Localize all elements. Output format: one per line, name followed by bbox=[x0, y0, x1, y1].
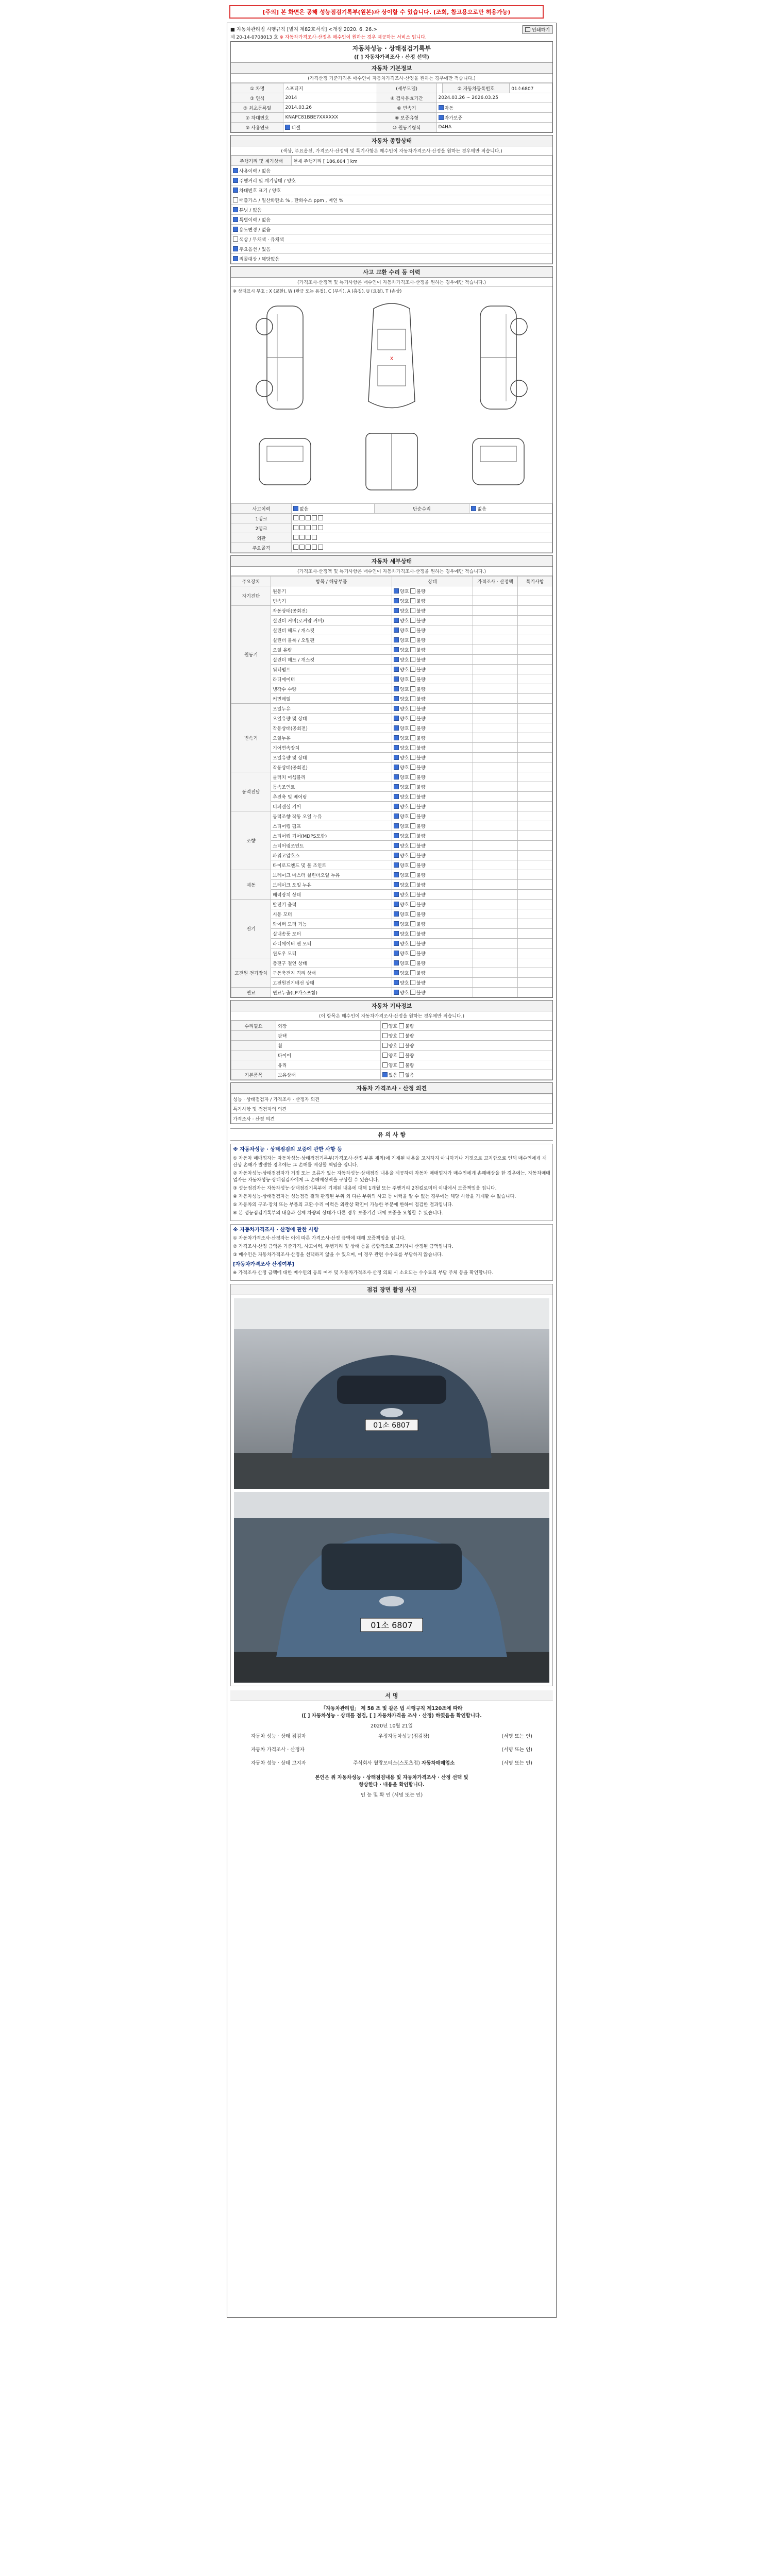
car-side-right-icon bbox=[460, 298, 537, 417]
notice-text: ※ 자동차가격조사·산정은 매수인이 원하는 경우 제공하는 서비스 입니다. bbox=[279, 35, 427, 40]
general-table bbox=[231, 156, 552, 264]
table-row: 주행거리 및 계기상태 / 양호 bbox=[231, 176, 552, 185]
pricing-title: 자동차 기타정보 bbox=[231, 1001, 552, 1011]
table-row: ⑦ 차대번호 KNAPC81BBE7XXXXXX ⑧ 보증유형 자가보증 bbox=[231, 113, 552, 123]
car-side-left-icon bbox=[246, 298, 324, 417]
table-row: 오일유량 및 상태 양호 불량 bbox=[231, 714, 552, 723]
table-row: 고전원 전기장치 충전구 절연 상태 양호 불량 bbox=[231, 958, 552, 968]
table-row: 전기 발전기 출력 양호 불량 bbox=[231, 900, 552, 909]
table-row: 디퍼렌셜 기어 양호 불량 bbox=[231, 802, 552, 811]
front-photo bbox=[234, 1298, 549, 1489]
table-row: 변속기 오일누유 양호 불량 bbox=[231, 704, 552, 714]
table-row: 오일 유량 양호 불량 bbox=[231, 645, 552, 655]
inspection-document bbox=[227, 23, 557, 2318]
table-row: 동력전달 클러치 어셈블리 양호 불량 bbox=[231, 772, 552, 782]
table-row: 배출가스 / 일산화탄소 % , 탄화수소 ppm , 매연 % bbox=[231, 195, 552, 205]
table-row: 사고이력 없음 단순수리 없음 bbox=[231, 504, 552, 514]
buyer-sign: 인 능 및 확 인 (서명 또는 인) bbox=[360, 1792, 423, 1799]
notice-number: 제 20-14-0708013 호 bbox=[230, 35, 278, 40]
table-row: 주요골격 bbox=[231, 543, 552, 553]
table-row: 1랭크 bbox=[231, 514, 552, 523]
table-row: 자기진단 원동기 양호 불량 bbox=[231, 586, 552, 596]
accident-sub: (가격조사·산정액 및 특기사항은 매수인이 자동차가격조사·산정을 원하는 경우에만 적습니다.) bbox=[231, 278, 552, 287]
general-sub: (색상, 주요옵션, 가격조사·산정액 및 특기사항은 매수인이 자동차가격조사·산정을 원하는 경우에만 적습니다.) bbox=[231, 146, 552, 156]
warning-banner: [주의] 본 화면은 공해 성능점검기록부(원본)과 상이할 수 있습니다. (조회, 참고용으로만 허용가능) bbox=[229, 5, 544, 19]
sign-date: 2020년 10월 21일 bbox=[371, 1723, 413, 1730]
table-row: 실내송풍 모터 양호 불량 bbox=[231, 929, 552, 939]
opinion-title: 자동차 가격조사 · 산정 의견 bbox=[231, 1083, 552, 1094]
table-row: 라디에이터 양호 불량 bbox=[231, 674, 552, 684]
detail-table bbox=[231, 576, 552, 997]
table-row: 조향 동력조향 작동 오일 누유 양호 불량 bbox=[231, 811, 552, 821]
car-front-photo-icon bbox=[234, 1298, 549, 1489]
table-row: 윈도우 모터 양호 불량 bbox=[231, 948, 552, 958]
basic-table bbox=[231, 83, 552, 132]
notice-warranty: ※ 자동차성능 · 상태점검의 보증에 관한 사항 등 ① 자동차 매매업자는 자동차성능·상태점검기록부(가격조사·산정 부분 제외)에 기재된 내용을 고지하지 아니하거나 거짓으로 고지함으로 인해 매수인에게 재산상 손해가 발생한 경우에는 그 손해를 배상할 책임을 집니다. ② 자동차성능·상태점검자가 거짓 또는 오류가 있는 자동차성능·상태점검 내용을 제공하여 자동차 매매업자가 매수인에게 손해배상을 한 경우에는, 자동차매매업자는 자동차성능·상태점검자에게 그 손해배상액을 구상할 수 있습니다. ③ 성능점검자는 자동차성능·상태점검기록부에 기재된 내용에 대해 1개월 또는 주행거리 2천킬로미터 이내에서 보증책임을 집니다. ④ 자동차성능·상태점검자는 성능점검 결과 판정된 부위 외 다른 부위의 사고 등 이력을 알 수 없는 경우에는 해당 사항을 기재할 수 없습니다. ⑤ 자동차의 구조·장치 또는 부품의 교환·수리 이력은 외관상 확인이 가능한 부분에 한하여 점검한 결과입니다. ⑥ 본 성능점검기록부의 내용과 실제 차량의 상태가 다른 경우 보증기간 내에 보증을 요청할 수 있습니다. bbox=[230, 1144, 553, 1221]
car-diagram bbox=[231, 295, 552, 420]
table-row: ① 차명 스포티지 (세부모델) ② 자동차등록번호 01소6807 bbox=[231, 83, 552, 93]
table-row: 사용이력 / 없음 bbox=[231, 166, 552, 176]
table-row: 실린더 헤드 / 개스킷 양호 불량 bbox=[231, 625, 552, 635]
document-subtitle: ([ ] 자동차가격조사 · 산정 선택) bbox=[354, 55, 429, 60]
table-row: 추진축 및 베어링 양호 불량 bbox=[231, 792, 552, 802]
table-row: 타이어 양호 불량 bbox=[231, 1050, 552, 1060]
accident-table bbox=[231, 503, 552, 553]
table-row: ③ 연식 2014 ④ 검사유효기간 2024.03.26 ~ 2026.03.25 bbox=[231, 93, 552, 103]
pricing-table bbox=[231, 1021, 552, 1080]
basic-info-section bbox=[230, 41, 553, 133]
basic-sub: (가격산정 기준가격은 매수인이 자동차가격조사·산정을 원하는 경우에만 적습니다.) bbox=[231, 74, 552, 83]
document-title: 자동차성능 · 상태점검기록부 bbox=[352, 45, 431, 52]
table-row: 오일유량 및 상태 양호 불량 bbox=[231, 753, 552, 762]
table-row: 튜닝 / 없음 bbox=[231, 205, 552, 215]
table-row: 스티어링 펌프 양호 불량 bbox=[231, 821, 552, 831]
table-row: 광택 양호 불량 bbox=[231, 1031, 552, 1041]
table-row: 특별이력 / 없음 bbox=[231, 215, 552, 225]
table-row: 오일누유 양호 불량 bbox=[231, 733, 552, 743]
table-row: 성능 · 상태점검자 / 가격조사 · 산정자 의견 bbox=[231, 1094, 552, 1104]
table-row: 실린더 커버(로커암 커버) 양호 불량 bbox=[231, 616, 552, 625]
table-row: 커먼레일 양호 불량 bbox=[231, 694, 552, 704]
svg-text:01소 6807: 01소 6807 bbox=[371, 1620, 413, 1631]
detail-section bbox=[230, 555, 553, 998]
table-row: 차대번호 표기 / 양호 bbox=[231, 185, 552, 195]
table-row: 리콜대상 / 해당없음 bbox=[231, 254, 552, 264]
car-diagram-bottom bbox=[231, 420, 552, 503]
table-row: 시동 모터 양호 불량 bbox=[231, 909, 552, 919]
opinion-section bbox=[230, 1082, 553, 1124]
table-row: ⑤ 최초등록일 2014.03.26 ⑥ 변속기 자동 bbox=[231, 103, 552, 113]
table-row: 실린더 블록 / 오일팬 양호 불량 bbox=[231, 635, 552, 645]
notice-pricing: ※ 자동차가격조사 · 산정에 관한 사항 ① 자동차가격조사·산정자는 이에 따른 가격조사·산정 금액에 대해 보증책임을 집니다. ② 가격조사·산정 금액은 기준가격, 사고이력, 주행거리 및 상태 등을 종합적으로 고려하여 산정된 금액입니다. ③ 매수인은 자동차가격조사·산정을 선택하지 않을 수 있으며, 이 경우 관련 수수료를 부담하지 않습니다. [자동차가격조사 산정여부] ※ 가격조사·산정 금액에 대한 매수인의 동의 여부 및 자동차가격조사·산정 의뢰 시 소요되는 수수료의 부담 주체 등을 확인합니다. bbox=[230, 1224, 553, 1281]
law-reference: ■ 자동차관리법 시행규칙 [별지 제82호서식] <개정 2020. 6. 26.> bbox=[230, 27, 378, 32]
pricing-section bbox=[230, 1000, 553, 1080]
rear-photo bbox=[234, 1492, 549, 1683]
detail-title: 자동차 세부상태 bbox=[231, 556, 552, 567]
car-front-icon bbox=[246, 423, 324, 500]
accident-legend: ※ 상태표시 부호 : X (교환), W (판금 또는 용접), C (부식), A (흠집), U (요철), T (손상) bbox=[233, 289, 402, 294]
table-row: 와이퍼 모터 기능 양호 불량 bbox=[231, 919, 552, 929]
table-row: 스티어링조인트 양호 불량 bbox=[231, 841, 552, 851]
photos-section bbox=[230, 1284, 553, 1686]
table-row: 라디에이터 팬 모터 양호 불량 bbox=[231, 939, 552, 948]
table-row: 외판 bbox=[231, 533, 552, 543]
general-section bbox=[230, 135, 553, 264]
table-row: 연료 연료누출(LP가스포함) 양호 불량 bbox=[231, 988, 552, 997]
accident-title: 사고 교환 수리 등 이력 bbox=[231, 267, 552, 278]
table-row: 2랭크 bbox=[231, 523, 552, 533]
table-row: 배력장치 상태 양호 불량 bbox=[231, 890, 552, 900]
table-row: 주요장치 항목 / 해당부품 상태 가격조사 · 산정액 특기사항 bbox=[231, 577, 552, 586]
car-rear-icon bbox=[460, 423, 537, 500]
pricing-sub: (이 항목은 매수인이 자동차가격조사·산정을 원하는 경우에만 적습니다.) bbox=[231, 1011, 552, 1021]
print-button[interactable]: 인쇄하기 bbox=[522, 25, 553, 34]
printer-icon bbox=[525, 27, 530, 32]
table-row: 실린더 헤드 / 개스킷 양호 불량 bbox=[231, 655, 552, 665]
table-row: 스티어링 기어(MDPS포함) 양호 불량 bbox=[231, 831, 552, 841]
table-row: 냉각수 수량 양호 불량 bbox=[231, 684, 552, 694]
table-row: 주행거리 및 계기상태 현재 주행거리 [ 186,604 ] km bbox=[231, 156, 552, 166]
table-row: 작동상태(공회전) 양호 불량 bbox=[231, 762, 552, 772]
table-row: 휠 양호 불량 bbox=[231, 1041, 552, 1050]
notice-header: 유 의 사 항 bbox=[230, 1128, 553, 1141]
table-row: 등속조인트 양호 불량 bbox=[231, 782, 552, 792]
table-row: 고전원전기배선 상태 양호 불량 bbox=[231, 978, 552, 988]
table-row: 기어변속장치 양호 불량 bbox=[231, 743, 552, 753]
table-row: 주요옵션 / 있음 bbox=[231, 244, 552, 254]
svg-text:01소 6807: 01소 6807 bbox=[373, 1421, 410, 1430]
car-rear-photo-icon bbox=[234, 1492, 549, 1683]
table-row: 구동축전지 격리 상태 양호 불량 bbox=[231, 968, 552, 978]
table-row: 기본품목 보유상태 있음 없음 bbox=[231, 1070, 552, 1080]
general-title: 자동차 종합상태 bbox=[231, 135, 552, 146]
table-row: 타이로드엔드 및 볼 조인트 양호 불량 bbox=[231, 860, 552, 870]
table-row: 워터펌프 양호 불량 bbox=[231, 665, 552, 674]
table-row: 작동상태(공회전) 양호 불량 bbox=[231, 723, 552, 733]
table-row: 가격조사 · 산정 의견 bbox=[231, 1114, 552, 1124]
table-row: 브레이크 오일 누유 양호 불량 bbox=[231, 880, 552, 890]
table-row: 특기사항 및 점검자의 의견 bbox=[231, 1104, 552, 1114]
signature-section: 서 명 「자동차관리법」 제 58 조 및 같은 법 시행규칙 제120조에 따라 ([ ] 자동차성능 · 상태를 점검, [ ] 자동차가격을 조사 · 산정) 하였음을 확인합니다. 2020년 10월 21일 자동차 성능 · 상태 점검자 우정자동차성능(점검장) (서명 또는 인) 자동차 가격조사 · 산정자 (서명 또는 인) 자동차 성능 · 상태 고지자 주식회사 월랑모터스(스포츠점) 자동차매매업소 (서명 또는 인) 본인은 위 자동차성능 · 상태점검내용 및 자동차가격조사 · 산정 선택 및 항상한다 · 내용을 확인합니다. 인 능 및 확 인 (서명 또는 인) bbox=[230, 1690, 553, 1798]
table-row: 원동기 작동상태(공회전) 양호 불량 bbox=[231, 606, 552, 616]
table-row: 수리필요 외장 양호 불량 bbox=[231, 1021, 552, 1031]
car-under-icon bbox=[348, 423, 435, 500]
table-row: 변속기 양호 불량 bbox=[231, 596, 552, 606]
table-row: 유리 양호 불량 bbox=[231, 1060, 552, 1070]
accident-section bbox=[230, 266, 553, 553]
table-row: ⑨ 사용연료 디젤 ⑩ 원동기형식 D4HA bbox=[231, 123, 552, 132]
detail-sub: (가격조사·산정액 및 특기사항은 매수인이 자동차가격조사·산정을 원하는 경우에만 적습니다.) bbox=[231, 567, 552, 576]
photos-title: 점검 장면 촬영 사진 bbox=[231, 1284, 552, 1295]
table-row: 제동 브레이크 마스터 실린더오일 누유 양호 불량 bbox=[231, 870, 552, 880]
table-row: 색상 / 무채색 · 유채색 bbox=[231, 234, 552, 244]
basic-title: 자동차 기본정보 bbox=[231, 63, 552, 74]
table-row: 용도변경 / 없음 bbox=[231, 225, 552, 234]
svg-text:X: X bbox=[390, 357, 394, 362]
table-row: 파워고압호스 양호 불량 bbox=[231, 851, 552, 860]
sign-title: 서 명 bbox=[230, 1690, 553, 1701]
car-top-icon bbox=[348, 298, 435, 417]
